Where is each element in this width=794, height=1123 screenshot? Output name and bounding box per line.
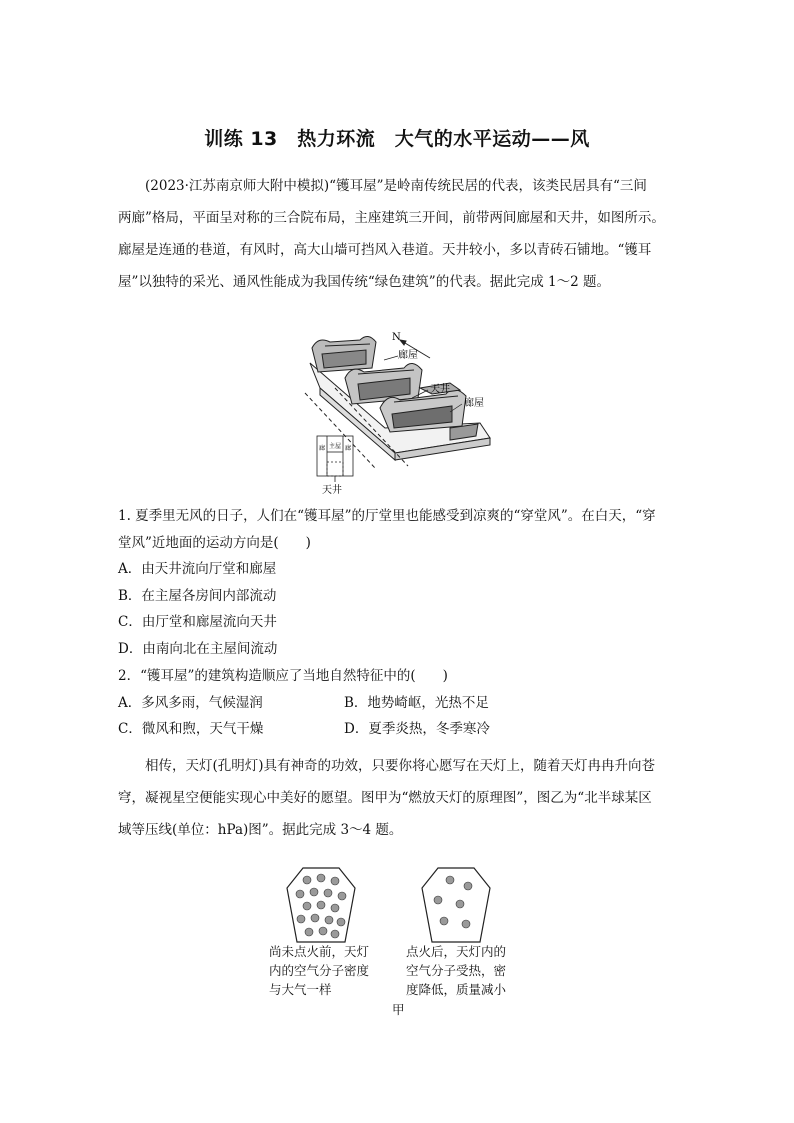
lantern-left-diagram <box>285 866 357 944</box>
question-1-option-b: B．在主屋各房间内部流动 <box>118 587 277 604</box>
passage-1-line: 屋”以独特的采光、通风性能成为我国传统“绿色建筑”的代表。据此完成 1～2 题。 <box>118 274 610 290</box>
question-1-option-c: C．由厅堂和廊屋流向天井 <box>118 614 277 630</box>
lantern-right-caption <box>406 942 521 999</box>
question-1-option-a: A．由天井流向厅堂和廊屋 <box>118 561 277 577</box>
question-2-options-row <box>118 690 688 717</box>
caption-line: 与大气一样 <box>269 982 332 997</box>
tianjing-label-bottom: 天井 <box>322 485 342 496</box>
caption-line: 度降低，质量减小 <box>406 982 507 997</box>
passage-1 <box>118 170 678 298</box>
question-2-option-c: C．微风和煦，天气干燥 <box>118 721 264 737</box>
figure-label-jia: 甲 <box>392 1002 405 1017</box>
caption-line: 空气分子受热，密 <box>406 963 507 978</box>
question-1-stem-line: 1. 夏季里无风的日子，人们在“镬耳屋”的厅堂里也能感受到凉爽的“穿堂风”。在白天，“穿 <box>118 508 656 524</box>
caption-line: 内的空气分子密度 <box>269 963 370 978</box>
lang-label-top: 廊屋 <box>398 350 418 361</box>
question-2-options-row <box>118 716 688 743</box>
question-2-option-d: D．夏季炎热，冬季寒冷 <box>344 721 490 737</box>
plan-label-right: 廊 <box>345 445 352 452</box>
north-label: N <box>392 332 401 343</box>
plan-label-main: 主屋 <box>329 443 342 450</box>
tianjing-label-mid: 天井 <box>430 384 450 395</box>
house-figure <box>300 328 500 500</box>
question-1-option-d: D．由南向北在主屋间流动 <box>118 640 278 657</box>
page-title: 训练 13 热力环流 大气的水平运动——风 <box>204 128 590 150</box>
lantern-left-caption <box>269 942 384 999</box>
question-2-option-b: B．地势崎岖，光热不足 <box>344 694 489 711</box>
passage-1-line: 两廊”格局，平面呈对称的三合院布局，主座建筑三开间，前带两间廊屋和天井，如图所示。 <box>118 210 665 226</box>
question-2-stem: 2．“镬耳屋”的建筑构造顺应了当地自然特征中的( ) <box>118 668 448 684</box>
caption-line: 尚未点火前，天灯 <box>269 944 370 959</box>
question-2-option-a: A．多风多雨，气候湿润 <box>118 694 263 711</box>
lang-label-right: 廊屋 <box>464 398 484 409</box>
lantern-right-diagram <box>420 866 492 944</box>
question-1 <box>118 503 688 662</box>
passage-1-line: 廊屋是连通的巷道，有风时，高大山墙可挡风入巷道。天井较小，多以青砖石铺地。“镬耳 <box>118 242 652 258</box>
caption-line: 点火后，天灯内的 <box>406 944 507 959</box>
passage-2-line: 穹，凝视星空便能实现心中美好的愿望。图甲为“燃放天灯的原理图”，图乙为“北半球某区 <box>118 790 652 806</box>
question-1-stem-line: 堂风”近地面的运动方向是( ) <box>118 534 311 551</box>
passage-1-line: (2023·江苏南京师大附中模拟)“镬耳屋”是岭南传统民居的代表，该类民居具有“三间 <box>118 178 647 194</box>
question-2 <box>118 663 688 743</box>
plan-label-left: 廊 <box>319 445 326 452</box>
passage-2-line: 相传，天灯(孔明灯)具有神奇的功效，只要你将心愿写在天灯上，随着天灯冉冉升向苍 <box>118 758 656 774</box>
passage-2-line: 域等压线(单位：hPa)图”。据此完成 3～4 题。 <box>118 822 403 838</box>
passage-2 <box>118 750 678 846</box>
